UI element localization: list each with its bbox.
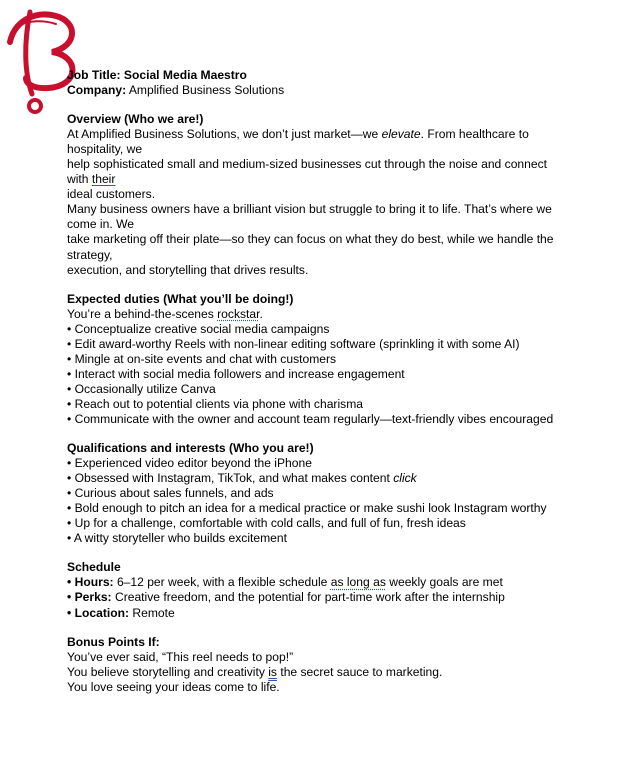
logo-dot [29, 100, 41, 112]
overview-line: At Amplified Business Solutions, we don’t just market—we elevate. From healthcare to hospitality, we [67, 127, 529, 157]
list-item: • Conceptualize creative social media campaigns [67, 321, 330, 336]
job-posting [67, 68, 557, 695]
job-title-line: Job Title: Social Media Maestro [67, 68, 247, 82]
qualifications-heading: Qualifications and interests (Who you are!) [67, 441, 314, 456]
bonus-line: You believe storytelling and creativity is the secret sauce to marketing. [67, 664, 443, 679]
schedule-location: • Location: Remote [67, 605, 175, 620]
schedule-heading: Schedule [67, 560, 121, 575]
overview-line: execution, and storytelling that drives results. [67, 262, 309, 277]
overview-line: take marketing off their plate—so they can focus on what they do best, while we handle the strategy, [67, 232, 554, 262]
list-item: • Mingle at on-site events and chat with customers [67, 351, 337, 366]
schedule-perks: • Perks: Creative freedom, and the potential for part-time work after the internship [67, 590, 505, 605]
bonus-heading: Bonus Points If: [67, 634, 160, 649]
schedule-hours: • Hours: 6–12 per week, with a flexible schedule as long as weekly goals are met [67, 575, 503, 590]
list-item: • Up for a challenge, comfortable with cold calls, and full of fun, fresh ideas [67, 516, 466, 531]
logo-swoosh [10, 12, 73, 94]
overview-line: ideal customers. [67, 187, 156, 202]
duties-intro: You’re a behind-the-scenes rockstar. [67, 306, 263, 321]
overview-line: Many business owners have a brilliant vision but struggle to bring it to life. That’s where we come in. We [67, 202, 552, 232]
list-item: • Communicate with the owner and account team regularly—text-friendly vibes encouraged [67, 411, 554, 426]
list-item: • Experienced video editor beyond the iPhone [67, 456, 312, 471]
list-item: • Interact with social media followers and increase engagement [67, 366, 405, 381]
list-item: • Bold enough to pitch an idea for a medical practice or make sushi look Instagram worthy [67, 501, 547, 516]
list-item: • Occasionally utilize Canva [67, 381, 216, 396]
duties-heading: Expected duties (What you’ll be doing!) [67, 291, 294, 306]
list-item: • Curious about sales funnels, and ads [67, 486, 274, 501]
list-item: • Reach out to potential clients via phone with charisma [67, 396, 363, 411]
company-line: Company: Amplified Business Solutions [67, 83, 285, 98]
list-item: • A witty storyteller who builds excitement [67, 531, 287, 546]
overview-heading: Overview (Who we are!) [67, 112, 204, 127]
bonus-line: You’ve ever said, “This reel needs to pop!” [67, 649, 294, 664]
list-item: • Edit award-worthy Reels with non-linear editing software (sprinkling it with some AI) [67, 336, 520, 351]
list-item: • Obsessed with Instagram, TikTok, and what makes content click [67, 471, 417, 486]
overview-line: help sophisticated small and medium-sized businesses cut through the noise and connect with their [67, 157, 548, 187]
bonus-line: You love seeing your ideas come to life. [67, 679, 280, 694]
